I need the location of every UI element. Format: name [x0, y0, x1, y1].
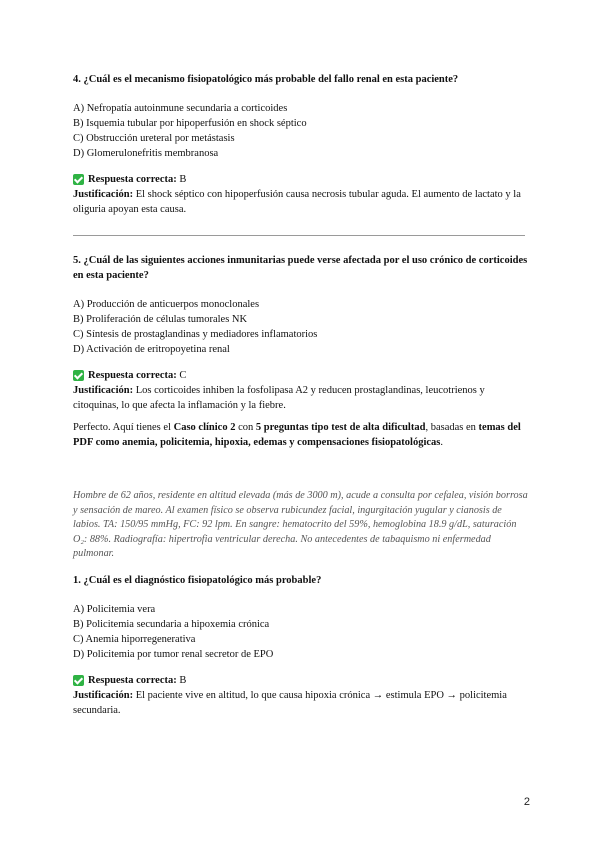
- question-1: [73, 573, 529, 718]
- justification: [73, 383, 529, 413]
- intro-paragraph: [73, 420, 529, 450]
- justification-label: Justificación:: [73, 189, 134, 200]
- option-c: C) Síntesis de prostaglandinas y mediadores inflamatorios: [73, 329, 318, 340]
- justification: [73, 688, 529, 718]
- option-d: D) Glomerulonefritis membranosa: [73, 148, 219, 159]
- intro-text: .: [440, 437, 444, 448]
- option-c: C) Anemia hiporregenerativa: [73, 634, 196, 645]
- divider: [73, 235, 525, 236]
- justification-label: Justificación:: [73, 690, 134, 701]
- answer-label: Respuesta correcta:: [88, 174, 177, 185]
- answer-value: B: [179, 675, 187, 686]
- answer-label: Respuesta correcta:: [88, 370, 177, 381]
- option-a: A) Producción de anticuerpos monoclonales: [73, 299, 260, 310]
- answer-value: B: [179, 174, 187, 185]
- case-description: Hombre de 62 años, residente en altitud elevada (más de 3000 m), acude a consulta por cefalea, visión borrosa y sensación de mareo. Al examen físico se observa rubicundez facial, ingurgitación yugular y cianosis de labios. TA: 150/95 mmHg, FC: 92 lpm. En sangre: hematocrito del 59%, hemoglobina 18.9 g/dL, saturación O₂: 88%. Radiografía: hipertrofia ventricular derecha. No antecedentes de tabaquismo ni enfermedad pulmonar.: [73, 490, 528, 559]
- justification-text: Los corticoides inhiben la fosfolipasa A2 y reducen prostaglandinas, leucotrienos y citoquinas, lo que afecta la inflamación y la fiebre.: [73, 385, 485, 411]
- correct-answer: [73, 172, 529, 187]
- option-b: B) Policitemia secundaria a hipoxemia crónica: [73, 619, 270, 630]
- correct-answer: [73, 368, 529, 383]
- justification-label: Justificación:: [73, 385, 134, 396]
- option-c: C) Obstrucción ureteral por metástasis: [73, 133, 235, 144]
- justification: [73, 187, 529, 217]
- question-4: [73, 72, 529, 217]
- option-b: B) Isquemia tubular por hipoperfusión en shock séptico: [73, 118, 307, 129]
- intro-bold-questions: 5 preguntas tipo test de alta dificultad: [255, 422, 426, 433]
- page-number: 2: [523, 796, 530, 808]
- option-d: D) Activación de eritropoyetina renal: [73, 344, 230, 355]
- question-5: [73, 253, 529, 413]
- option-a: A) Policitemia vera: [73, 604, 156, 615]
- answer-value: C: [179, 370, 187, 381]
- correct-answer: [73, 673, 529, 688]
- option-d: D) Policitemia por tumor renal secretor de EPO: [73, 649, 274, 660]
- answer-label: Respuesta correcta:: [88, 675, 177, 686]
- question-title: 4. ¿Cuál es el mecanismo fisiopatológico más probable del fallo renal en esta paciente?: [73, 74, 459, 85]
- check-mark-icon: [73, 675, 84, 686]
- intro-bold-case: Caso clínico 2: [173, 422, 236, 433]
- option-b: B) Proliferación de células tumorales NK: [73, 314, 248, 325]
- intro-text: Perfecto. Aquí tienes el: [73, 422, 174, 433]
- check-mark-icon: [73, 370, 84, 381]
- option-a: A) Nefropatía autoinmune secundaria a corticoides: [73, 103, 288, 114]
- justification-text: El paciente vive en altitud, lo que causa hipoxia crónica → estimula EPO → policitemia secundaria.: [73, 690, 507, 716]
- question-title: 1. ¿Cuál es el diagnóstico fisiopatológico más probable?: [73, 575, 322, 586]
- intro-text: con: [235, 422, 256, 433]
- intro-bold-topics: temas del PDF como anemia, policitemia, hipoxia, edemas y compensaciones fisiopatológicas: [73, 422, 521, 448]
- intro-text: , basadas en: [425, 422, 479, 433]
- question-title: 5. ¿Cuál de las siguientes acciones inmunitarias puede verse afectada por el uso crónico de corticoides en esta paciente?: [73, 255, 528, 281]
- check-mark-icon: [73, 174, 84, 185]
- justification-text: El shock séptico con hipoperfusión causa necrosis tubular aguda. El aumento de lactato y la oliguria apoyan esta causa.: [73, 189, 521, 215]
